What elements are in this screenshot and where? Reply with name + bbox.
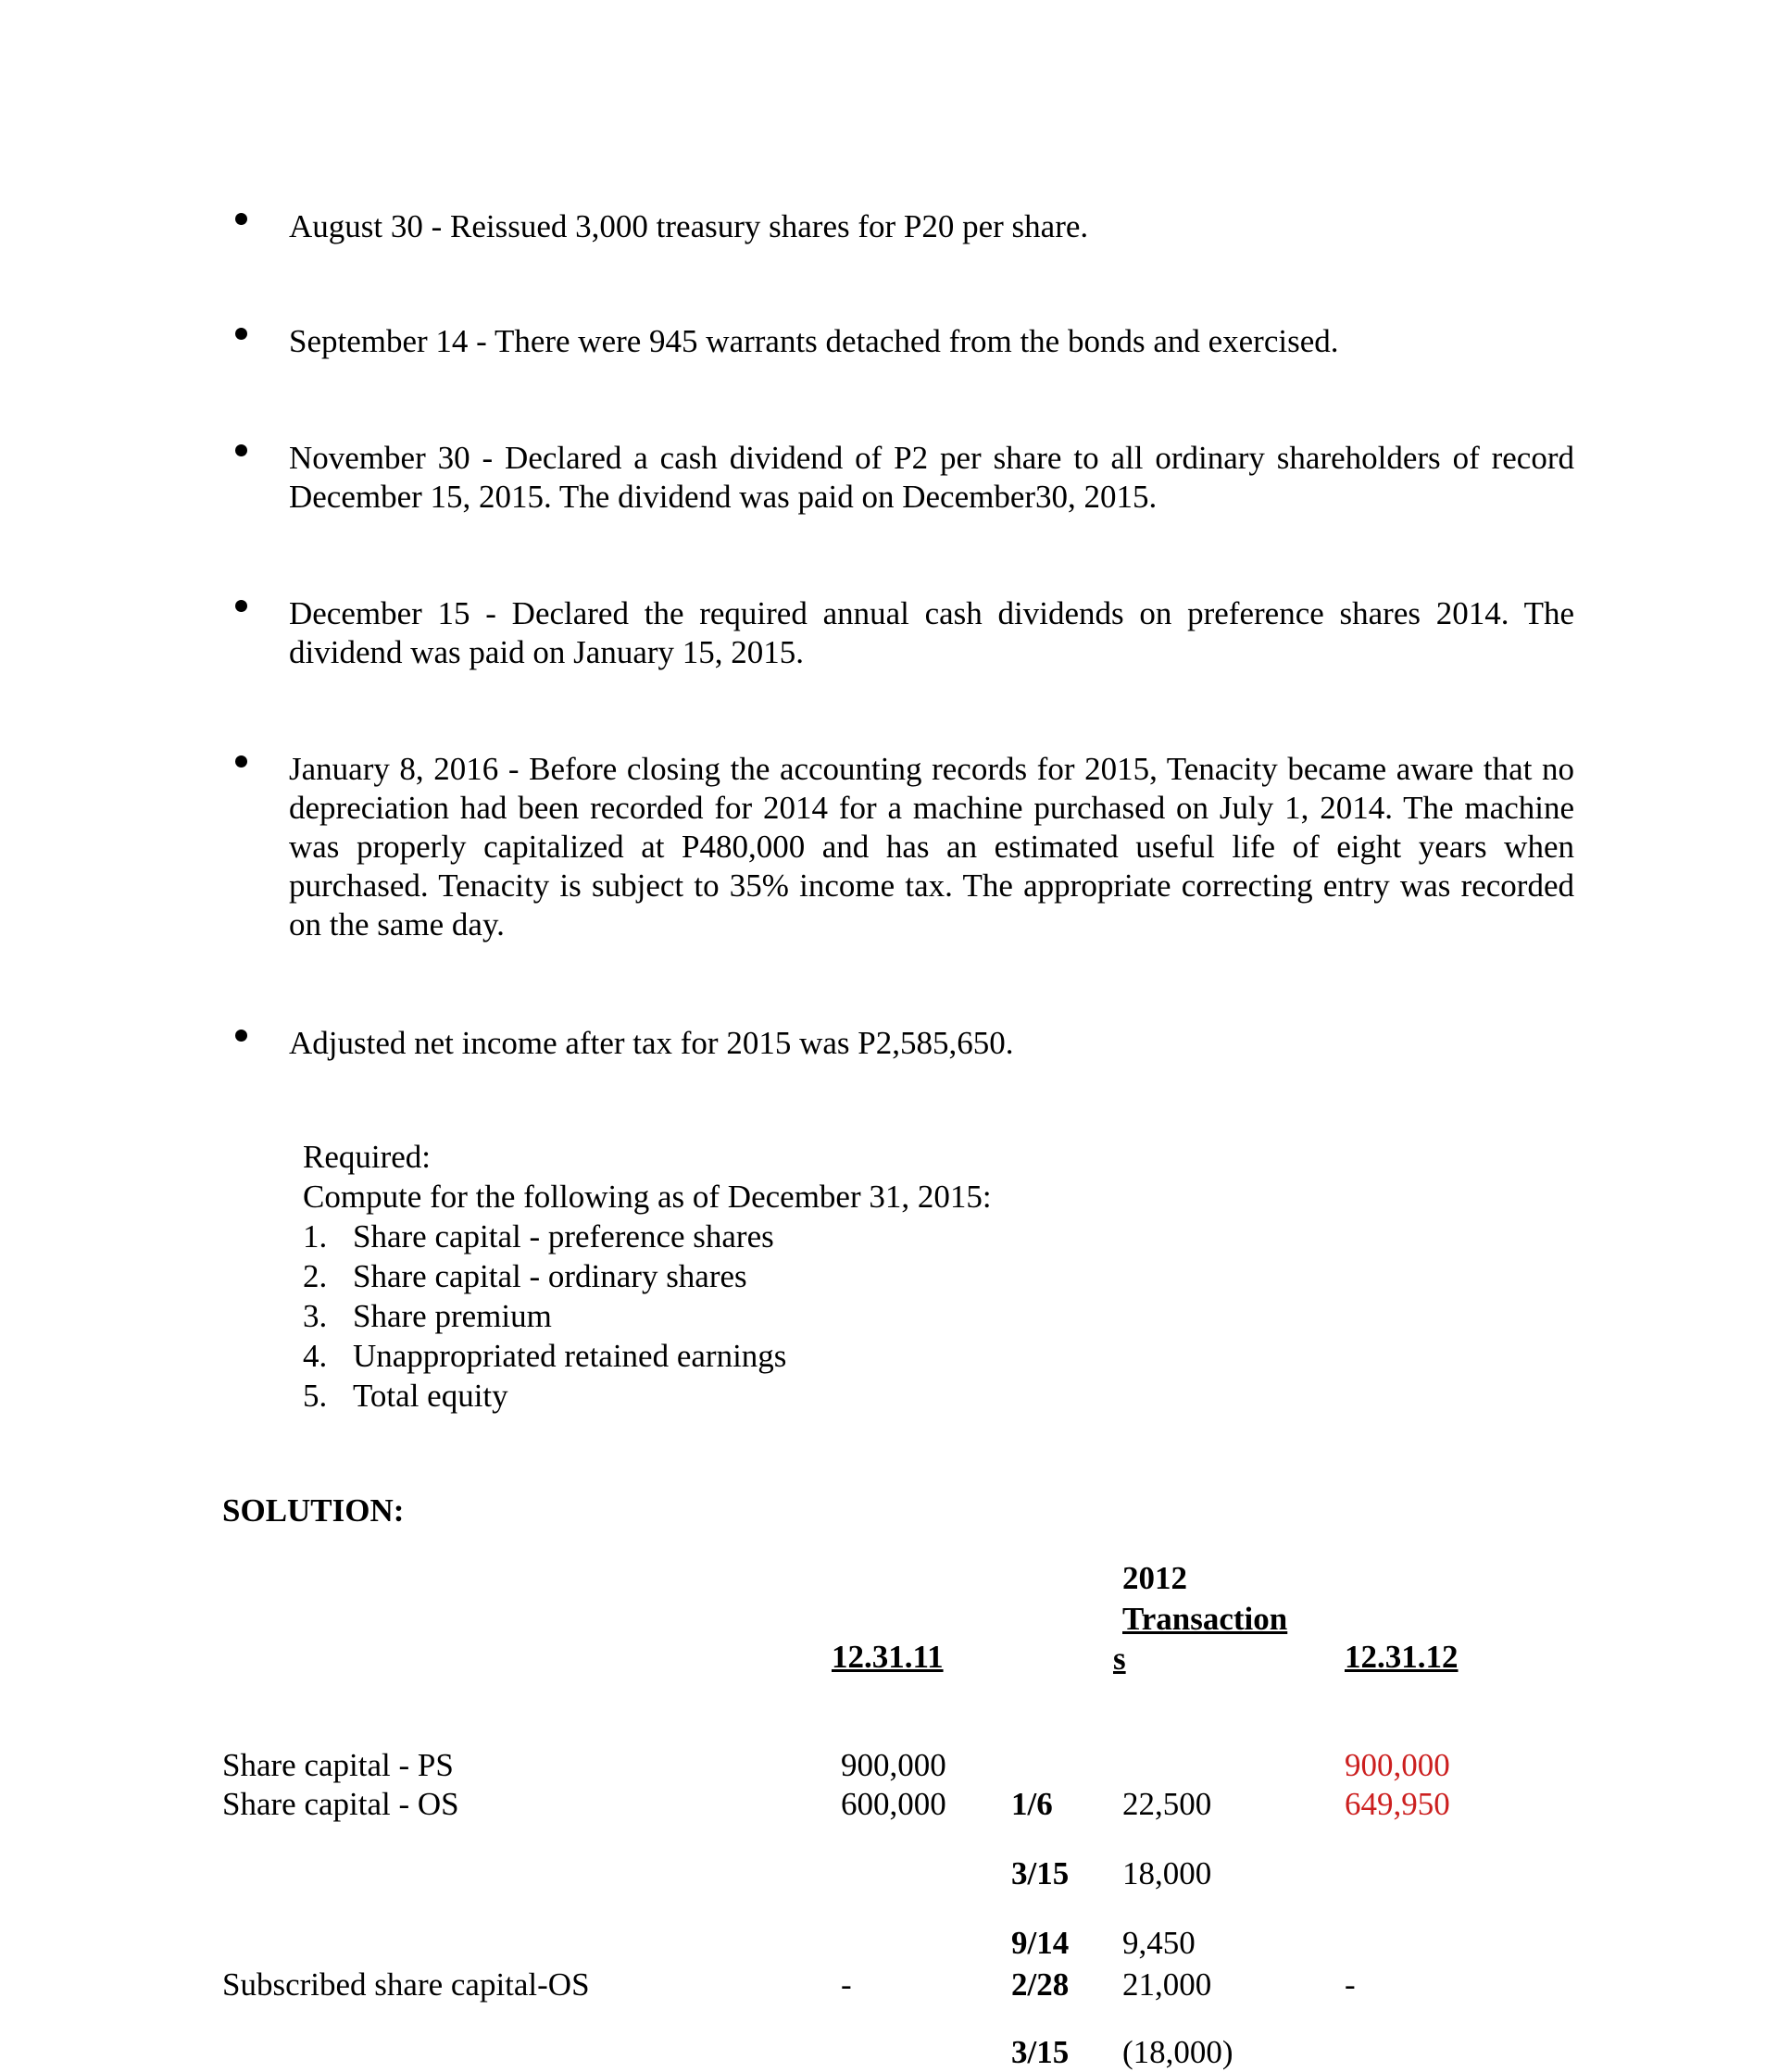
bullet-text: November 30 - Declared a cash dividend of P2 per share to all ordinary shareholders of record December 15, 2015. The dividend was paid on December30, 2015.	[289, 440, 1574, 515]
subscribed-end-value: -	[1345, 1966, 1356, 2003]
subscribed-transaction-date: 3/15	[1011, 2034, 1070, 2070]
bullet-dot-icon	[235, 213, 247, 225]
os-transaction-amount: 18,000	[1122, 1855, 1212, 1891]
row-label-subscribed-share-capital-os: Subscribed share capital-OS	[222, 1966, 590, 2003]
required-intro: Compute for the following as of December 31, 2015:	[303, 1179, 992, 1215]
bullet-dot-icon	[235, 328, 247, 340]
bullet-text: January 8, 2016 - Before closing the accounting records for 2015, Tenacity became aware that no depreciation had been recorded for 2014 for a machine purchased on July 1, 2014. The machine was properly capitalized at P480,000 and has an estimated useful life of eight years when purchased. Tenacity is subject to 35% income tax. The appropriate correcting entry was recorded on the same day.	[289, 751, 1574, 942]
os-transaction-amount: 22,500	[1122, 1786, 1212, 1822]
os-begin-value: 600,000	[841, 1786, 946, 1822]
required-list-item: 2. Share capital - ordinary shares	[303, 1258, 747, 1294]
bullet-item-december-15	[222, 594, 1574, 672]
column-header-2012: 2012	[1122, 1560, 1187, 1596]
required-list-item: 5. Total equity	[303, 1378, 508, 1414]
solution-heading: SOLUTION:	[222, 1492, 405, 1529]
bullet-dot-icon	[235, 1030, 247, 1042]
column-header-12-31-11: 12.31.11	[832, 1639, 944, 1675]
bullet-dot-icon	[235, 755, 247, 768]
os-transaction-amount: 9,450	[1122, 1925, 1196, 1961]
os-end-value: 649,950	[1345, 1786, 1450, 1822]
bullet-dot-icon	[235, 444, 247, 456]
column-header-transaction: Transaction	[1122, 1601, 1288, 1637]
required-section	[303, 1137, 992, 1416]
required-list	[303, 1217, 992, 1416]
bullet-text: August 30 - Reissued 3,000 treasury shares for P20 per share.	[289, 208, 1089, 244]
row-label-share-capital-os: Share capital - OS	[222, 1786, 459, 1822]
column-header-transaction-s: s	[1113, 1641, 1126, 1677]
bullet-item-november-30	[222, 439, 1574, 517]
bullet-item-january-8	[222, 750, 1574, 944]
required-heading: Required:	[303, 1139, 432, 1175]
ps-begin-value: 900,000	[841, 1747, 946, 1783]
subscribed-transaction-date: 2/28	[1011, 1966, 1070, 2003]
bullet-text: December 15 - Declared the required annual cash dividends on preference shares 2014. The dividend was paid on January 15, 2015.	[289, 595, 1574, 670]
bullet-item-adjusted-net-income	[222, 1024, 1574, 1063]
row-label-share-capital-ps: Share capital - PS	[222, 1747, 454, 1783]
required-list-item: 1. Share capital - preference shares	[303, 1218, 774, 1254]
bullet-text: September 14 - There were 945 warrants detached from the bonds and exercised.	[289, 323, 1339, 359]
required-list-item: 3. Share premium	[303, 1298, 552, 1334]
os-transaction-date: 3/15	[1011, 1855, 1070, 1891]
subscribed-transaction-amount: (18,000)	[1122, 2034, 1233, 2070]
subscribed-transaction-amount: 21,000	[1122, 1966, 1212, 2003]
os-transaction-date: 1/6	[1011, 1786, 1053, 1822]
os-transaction-date: 9/14	[1011, 1925, 1070, 1961]
bullet-text: Adjusted net income after tax for 2015 was P2,585,650.	[289, 1025, 1014, 1061]
subscribed-begin-value: -	[841, 1966, 852, 2003]
bullet-dot-icon	[235, 600, 247, 612]
bullet-item-august-30	[222, 207, 1574, 246]
ps-end-value: 900,000	[1345, 1747, 1450, 1783]
bullet-item-september-14	[222, 322, 1574, 361]
required-list-item: 4. Unappropriated retained earnings	[303, 1338, 787, 1374]
column-header-12-31-12: 12.31.12	[1345, 1639, 1459, 1675]
